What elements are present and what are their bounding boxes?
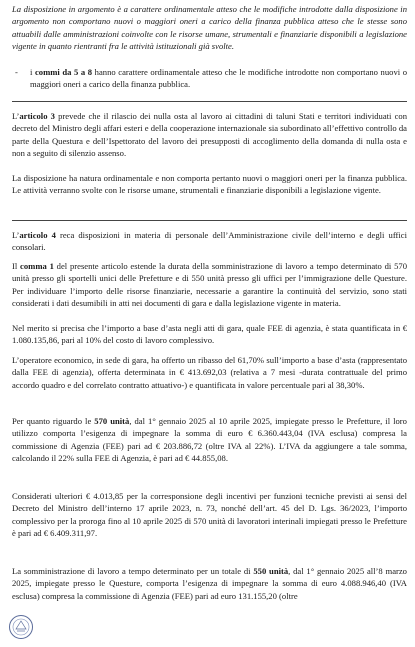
intro-italic-text: La disposizione in argomento è a carattere ordinamentale atteso che le modifiche introdotte dalla disposizione in argomento non comportano nuovi o maggiori oneri a carico della finanza pubblica atteso che le stesse sono attuabili dalle amministrazioni coinvolte con le risorse umane, strumentali e finanziarie disponibili a legislazione vigente in quanto rientranti fra le attività istituzionali già svolte. (12, 4, 407, 52)
art4-heading: articolo 4 (19, 230, 56, 240)
art4-paragraph-550-unita: La somministrazione di lavoro a tempo determinato per un totale di 550 unità, dal 1° gennaio 2025 all’8 marzo 2025, impiegate presso le Questure, comporta l’esigenza di impegnare la somma di euro 4.088.946,40 (IVA esclusa) compresa la commissione di Agenzia (FEE) pari ad euro 131.155,20 (oltre (12, 566, 407, 601)
art4-paragraph-ribasso: L’operatore economico, in sede di gara, ha offerto un ribasso del 61,70% sull’importo a base d’asta (rappresentato dalla FEE di agenzia), offerta determinata in € 413.692,03 (relativa a 7 mesi -durata contrattuale del primo accordo quadro e del correlato contratto attuativo-) e quantificata in valore percentuale pari al 38,30%. (12, 355, 407, 390)
570-unita-label: 570 unità (94, 416, 130, 426)
comma-1-label: comma 1 (20, 261, 54, 271)
bullet-text: i commi da 5 a 8 hanno carattere ordinamentale atteso che le modifiche introdotte non comportano nuovi o maggiori oneri a carico della finanza pubblica. (30, 67, 407, 90)
art3-paragraph-1: L’articolo 3 prevede che il rilascio dei nulla osta al lavoro ai cittadini di taluni Stati e territori individuati con decreto del Ministro degli affari esteri e della cooperazione internazionale sia subordinato all’effettivo controllo da parte della Questura e dell’Ispettorato del lavoro dei presupposti di accoglimento della domanda di nulla osta e non a seguito di silenzio assenso. (12, 111, 407, 159)
seal-icon (8, 614, 34, 640)
art4-paragraph-570-unita: Per quanto riguardo le 570 unità, dal 1° gennaio 2025 al 10 aprile 2025, impiegate presso le Prefetture, il loro utilizzo comporta l’esigenza di impegnare la somma di euro € 6.360.443,04 (IVA esclusa) compresa la commissione di Agenzia (FEE) pari ad € 203.886,72 (oltre IVA al 22%). L’IVA da aggiungere a tale somma, calcolando il 22% sulla FEE di Agenzia, è pari ad € 44.855,08. (12, 416, 407, 464)
art3-heading: articolo 3 (19, 111, 55, 121)
art4-comma-1-paragraph: Il comma 1 del presente articolo estende la durata della somministrazione di lavoro a tempo determinato di 570 unità presso gli sportelli unici delle Prefetture e di 550 unità presso gli uffici per l’immigrazione delle Questure. Per individuare l’importo delle risorse finanziarie, necessarie a garantire la continuità del servizio, sono stati considerati i dati desumibili in atti nei documenti di gara e dalla legislazione vigente in materia. (12, 261, 407, 309)
section-divider (12, 101, 407, 102)
bullet-bold-ref: commi da 5 a 8 (34, 67, 93, 77)
intro-italic-paragraph (12, 3, 407, 53)
art4-paragraph-incentivi: Considerati ulteriori € 4.013,85 per la corresponsione degli incentivi per funzioni tecniche previsti ai sensi del Decreto del Ministro dell’interno 17 aprile 2023, n. 73, nonché dell’art. 45 del D. Lgs. 36/2023, l’importo complessivo per la proroga fino al 10 aprile 2025 di 570 unità di lavoratori interinali impiegati presso le Prefetture è pari ad € 6.409.311,97. (12, 491, 407, 539)
bullet-dash: - (15, 67, 18, 77)
550-unita-label: 550 unità (253, 566, 289, 576)
art4-paragraph-base-asta: Nel merito si precisa che l’importo a base d’asta negli atti di gara, quale FEE di agenzia, è stata quantificata in € 1.080.135,86, pari al 10% del costo di lavoro complessivo. (12, 323, 407, 346)
section-divider (12, 220, 407, 221)
art3-paragraph-2: La disposizione ha natura ordinamentale e non comporta pertanto nuovi o maggiori oneri per la finanza pubblica. Le attività verranno svolte con le risorse umane, strumentali e finanziarie disponibili a legislazione vigente. (12, 173, 407, 196)
art4-paragraph-1: L’articolo 4 reca disposizioni in materia di personale dell’Amministrazione civile dell’interno e degli uffici consolari. (12, 230, 407, 253)
